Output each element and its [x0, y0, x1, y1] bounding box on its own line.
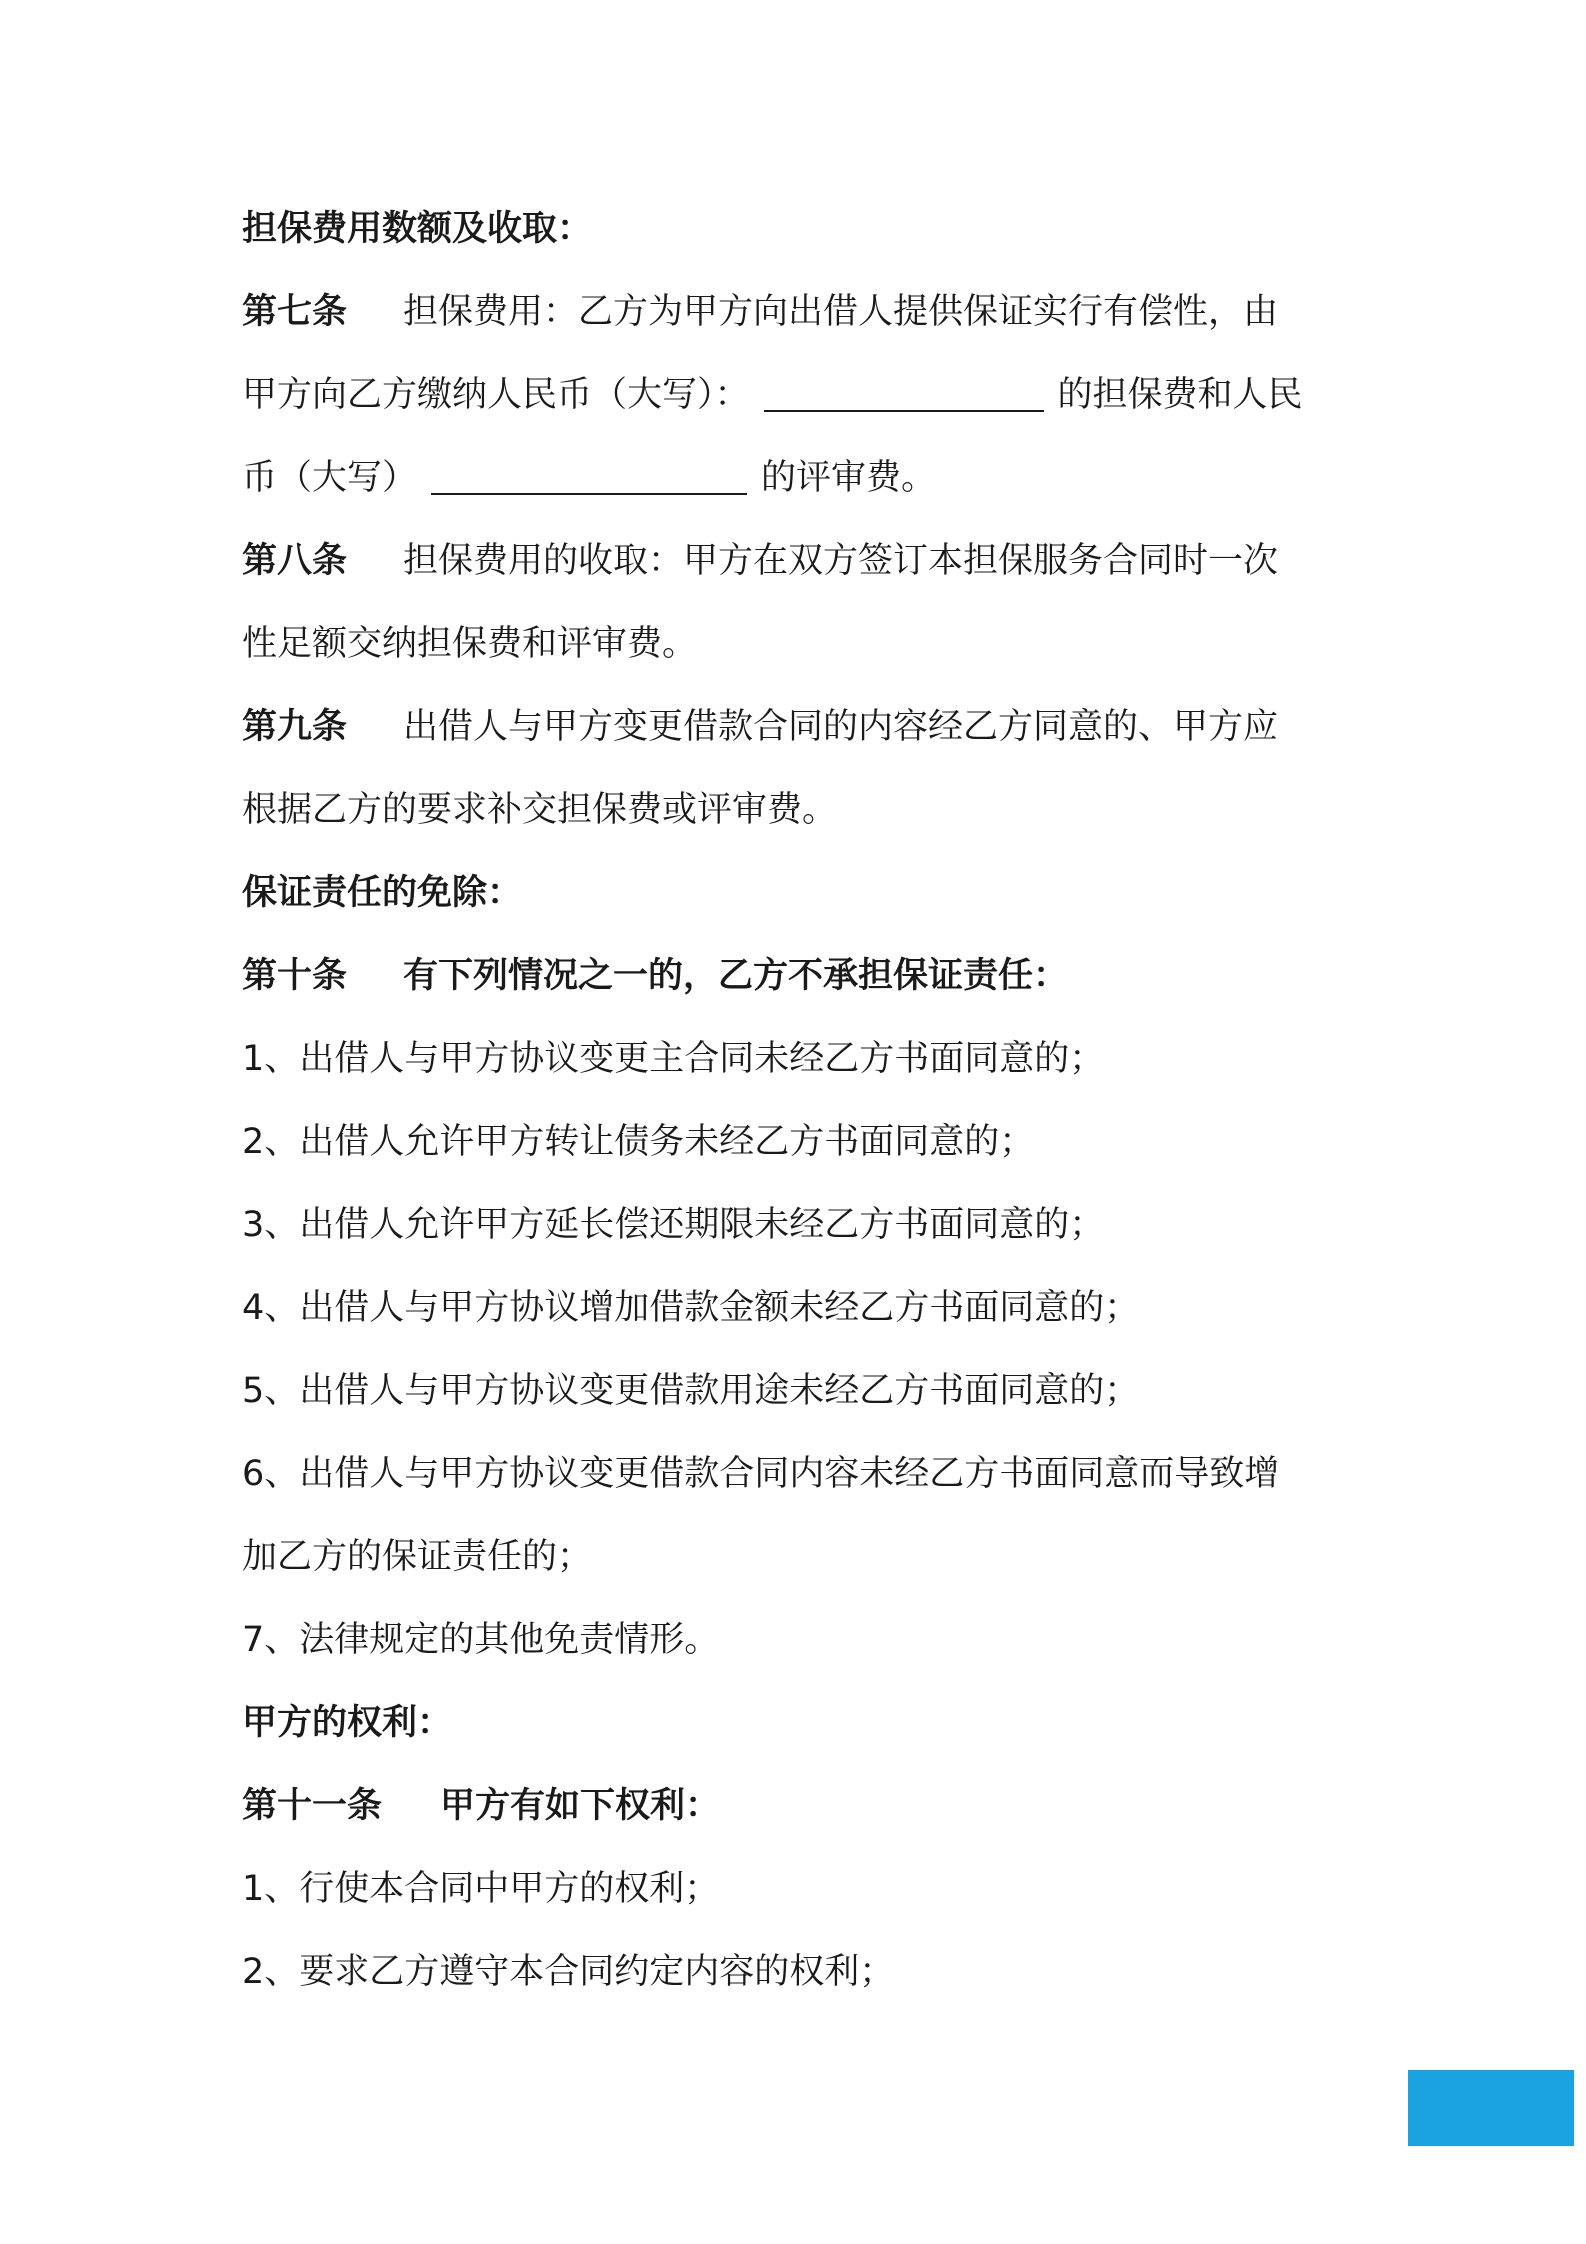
article-7-text-2a: 甲方向乙方缴纳人民币（大写）： [242, 375, 750, 415]
fees-heading: 担保费用数额及收取： [242, 209, 593, 249]
article-8-text-1: 担保费用的收取：甲方在双方签订本担保服务合同时一次 [403, 541, 1279, 581]
article-7-text-3b: 的评审费。 [761, 458, 937, 498]
article-7-number: 第七条 [242, 292, 348, 332]
exemption-heading: 保证责任的免除： [242, 873, 523, 913]
article-10-item: 3、出借人允许甲方延长偿还期限未经乙方书面同意的； [242, 1205, 1105, 1245]
article-9-line-1 [242, 694, 1357, 777]
article-11-number: 第十一条 [242, 1786, 383, 1826]
article-7-text-2b: 的担保费和人民 [1057, 375, 1303, 415]
article-11-line-1 [242, 1773, 1357, 1856]
article-8-line-1 [242, 528, 1357, 611]
article-9-number: 第九条 [242, 707, 348, 747]
article-8-number: 第八条 [242, 541, 348, 581]
guarantee-fee-blank[interactable] [764, 366, 1044, 412]
article-11-item: 1、行使本合同中甲方的权利； [242, 1869, 720, 1909]
article-7-text-1: 担保费用：乙方为甲方向出借人提供保证实行有偿性，由 [403, 292, 1279, 332]
article-10-item: 2、出借人允许甲方转让债务未经乙方书面同意的； [242, 1122, 1035, 1162]
rights-heading: 甲方的权利： [242, 1703, 453, 1743]
article-8-line-2: 性足额交纳担保费和评审费。 [242, 624, 698, 664]
article-10-item: 1、出借人与甲方协议变更主合同未经乙方书面同意的； [242, 1039, 1105, 1079]
article-11-item: 2、要求乙方遵守本合同约定内容的权利； [242, 1952, 895, 1992]
article-7-line-2 [242, 362, 1357, 445]
article-7-text-3a: 币（大写） [242, 458, 418, 498]
article-10-item: 5、出借人与甲方协议变更借款用途未经乙方书面同意的； [242, 1371, 1140, 1411]
article-10-number: 第十条 [242, 956, 348, 996]
article-9-line-2: 根据乙方的要求补交担保费或评审费。 [242, 790, 838, 830]
article-10-line-1 [242, 943, 1357, 1026]
document-content [242, 196, 1357, 2022]
article-10-item: 6、出借人与甲方协议变更借款合同内容未经乙方书面同意而导致增 [242, 1454, 1280, 1494]
review-fee-blank[interactable] [431, 449, 747, 495]
corner-accent-block [1408, 2070, 1574, 2146]
article-11-text-1: 甲方有如下权利： [440, 1786, 721, 1826]
article-9-text-1: 出借人与甲方变更借款合同的内容经乙方同意的、甲方应 [403, 707, 1279, 747]
article-10-item: 4、出借人与甲方协议增加借款金额未经乙方书面同意的； [242, 1288, 1140, 1328]
article-10-text-1: 有下列情况之一的，乙方不承担保证责任： [403, 956, 1069, 996]
article-10-item: 7、法律规定的其他免责情形。 [242, 1620, 720, 1660]
article-7-line-1 [242, 279, 1357, 362]
article-7-line-3 [242, 445, 1357, 528]
article-10-item: 加乙方的保证责任的； [242, 1537, 593, 1577]
